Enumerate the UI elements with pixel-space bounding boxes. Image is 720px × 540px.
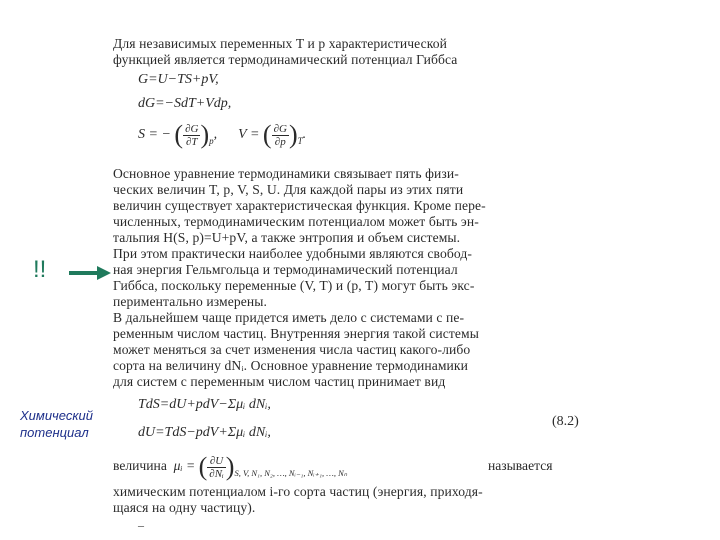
mu-fraction: $\frac{\partial U}{\text{∂Nᵢ}}$ xyxy=(209,454,224,480)
v-fraction: $\frac{\partial G}{\partial p}$ xyxy=(273,122,287,148)
partial-derivatives-formula: S = − ( $\frac{\partial G}{\partial T}$ )$_p$, V = ( $\frac{\partial G}{\partial p}$ )$_T$. xyxy=(138,120,307,149)
du-formula: dU=TdS−pdV+Σμᵢ dNᵢ, xyxy=(138,425,271,440)
mu-definition xyxy=(113,452,347,482)
text-line: ческих величин T, p, V, S, U. Для каждой пары из этих пяти xyxy=(113,182,464,197)
text-line: В дальнейшем чаще придется иметь дело с системами с пе- xyxy=(113,310,465,325)
margin-note-line: Химический xyxy=(20,408,93,423)
v-lhs: V = xyxy=(238,127,260,143)
s-fraction: $\frac{\partial G}{\partial T}$ xyxy=(185,122,199,148)
gibbs-formula: G=U−TS+pV, xyxy=(138,72,219,87)
left-paren: ( xyxy=(174,120,184,149)
margin-note-line: потенциал xyxy=(20,425,89,440)
text-line: ная энергия Гельмгольца и термодинамический потенциал xyxy=(113,262,458,277)
arrow-right-icon xyxy=(69,264,111,282)
tds-formula: TdS=dU+pdV−Σμᵢ dNᵢ, xyxy=(138,397,271,412)
text-line: сорта на величину dNᵢ. Основное уравнение термодинамики xyxy=(113,358,469,373)
text-line: Гиббса, поскольку переменные (V, T) и (p, T) могут быть экс- xyxy=(113,278,475,293)
margin-note xyxy=(20,407,93,441)
right-paren: ) xyxy=(288,120,298,149)
definition-suffix: называется xyxy=(488,458,553,473)
mu-lhs: μᵢ = xyxy=(173,458,196,474)
text-line: тальпия H(S, p)=U+pV, а также энтропия и объем системы. xyxy=(113,230,461,245)
v-subscript: T xyxy=(297,136,303,147)
text-line: величин существует характеристическая функция. Кроме пере- xyxy=(113,198,486,213)
mu-subscript: S, V, N₁, N₂, …, Nᵢ₋₁, Nᵢ₊₁, …, Nₙ xyxy=(234,468,348,479)
text-line: Для независимых переменных T и p характеристической xyxy=(113,36,448,51)
footer-mark: – xyxy=(138,518,144,532)
text-line: для систем с переменным числом частиц принимает вид xyxy=(113,374,446,389)
equation-number: (8.2) xyxy=(552,414,579,429)
s-lhs: S = − xyxy=(138,127,171,143)
dg-formula: dG=−SdT+Vdp, xyxy=(138,96,232,111)
text-line: химическим потенциалом i-го сорта частиц (энергия, приходя- xyxy=(113,484,483,499)
left-paren: ( xyxy=(262,120,272,149)
text-line: щаяся на одну частицу). xyxy=(113,500,256,515)
text-line: численных, термодинамическим потенциалом может быть эн- xyxy=(113,214,479,229)
text-line: Основное уравнение термодинамики связывает пять физи- xyxy=(113,166,459,181)
definition-prefix: величина xyxy=(113,458,167,474)
exclamation-mark: !! xyxy=(33,256,47,283)
text-line: функцией является термодинамический потенциал Гиббса xyxy=(113,52,458,67)
right-paren: ) xyxy=(200,120,210,149)
text-line: При этом практически наиболее удобными являются свобод- xyxy=(113,246,473,261)
right-paren: ) xyxy=(225,452,235,481)
text-line: может меняться за счет изменения числа частиц какого-либо xyxy=(113,342,471,357)
s-subscript: p xyxy=(209,136,214,147)
text-line: ременным числом частиц. Внутренняя энергия такой системы xyxy=(113,326,479,341)
left-paren: ( xyxy=(198,452,208,481)
text-line: периментально измерены. xyxy=(113,294,268,309)
